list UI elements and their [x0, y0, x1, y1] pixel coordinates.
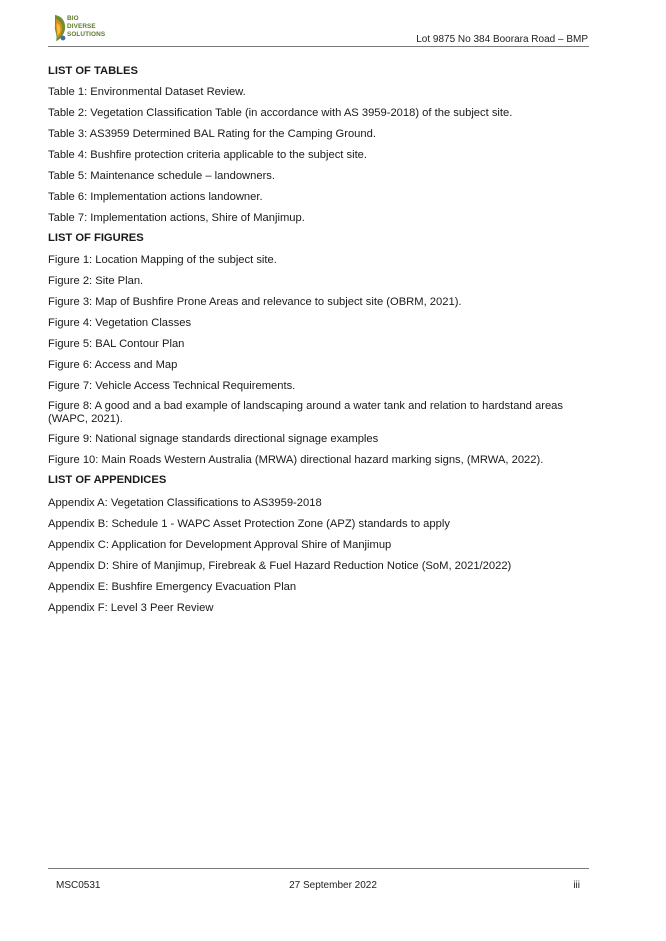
- list-item: Figure 1: Location Mapping of the subject site.: [48, 254, 277, 266]
- footer-divider: [48, 868, 589, 869]
- list-item: Figure 2: Site Plan.: [48, 275, 144, 287]
- tables-list: [48, 85, 578, 225]
- list-item: Figure 5: BAL Contour Plan: [48, 338, 185, 350]
- list-item: Appendix E: Bushfire Emergency Evacuation Plan: [48, 581, 297, 593]
- document-code: MSC0531: [56, 880, 101, 891]
- list-of-figures-heading: LIST OF FIGURES: [48, 232, 144, 244]
- logo-line-2: DIVERSE: [67, 23, 96, 30]
- list-item: Figure 3: Map of Bushfire Prone Areas and relevance to subject site (OBRM, 2021).: [48, 296, 462, 308]
- figures-list: [48, 253, 578, 467]
- list-item: Figure 7: Vehicle Access Technical Requirements.: [48, 380, 296, 392]
- page-header: [0, 0, 666, 48]
- list-item: Figure 4: Vegetation Classes: [48, 317, 192, 329]
- list-item: Figure 10: Main Roads Western Australia (MRWA) directional hazard marking signs, (MRWA, 2022).: [48, 454, 544, 466]
- logo-line-1: BIO: [67, 15, 79, 22]
- list-item: Appendix F: Level 3 Peer Review: [48, 602, 214, 614]
- logo-wordmark: [67, 15, 105, 39]
- list-item: Table 3: AS3959 Determined BAL Rating for the Camping Ground.: [48, 128, 376, 140]
- list-item: Figure 6: Access and Map: [48, 359, 178, 371]
- list-of-appendices-heading: LIST OF APPENDICES: [48, 474, 167, 486]
- document-title: Lot 9875 No 384 Boorara Road – BMP: [416, 34, 588, 45]
- leaf-emblem-icon: [52, 13, 68, 43]
- list-item: Table 7: Implementation actions, Shire of Manjimup.: [48, 212, 305, 224]
- list-item: Appendix B: Schedule 1 - WAPC Asset Protection Zone (APZ) standards to apply: [48, 518, 450, 530]
- list-item: Figure 8: A good and a bad example of landscaping around a water tank and relation to hardstand areas (WAPC, 2021).: [48, 400, 563, 425]
- list-item: Appendix A: Vegetation Classifications to AS3959-2018: [48, 497, 322, 509]
- list-of-tables-heading: LIST OF TABLES: [48, 65, 138, 77]
- appendices-list: [48, 496, 578, 615]
- list-item: Table 1: Environmental Dataset Review.: [48, 86, 246, 98]
- list-item: Table 2: Vegetation Classification Table (in accordance with AS 3959-2018) of the subject site.: [48, 107, 513, 119]
- header-divider: [48, 46, 589, 47]
- list-item: Figure 9: National signage standards directional signage examples: [48, 433, 379, 445]
- page-body: [48, 64, 578, 615]
- list-item: Table 6: Implementation actions landowner.: [48, 191, 263, 203]
- document-date: 27 September 2022: [289, 880, 377, 891]
- list-item: Table 5: Maintenance schedule – landowners.: [48, 170, 276, 182]
- logo-line-3: SOLUTIONS: [67, 31, 106, 38]
- list-item: Appendix D: Shire of Manjimup, Firebreak & Fuel Hazard Reduction Notice (SoM, 2021/2022): [48, 560, 512, 572]
- list-item: Table 4: Bushfire protection criteria applicable to the subject site.: [48, 149, 368, 161]
- list-item: Appendix C: Application for Development Approval Shire of Manjimup: [48, 539, 392, 551]
- company-logo: [52, 13, 122, 43]
- page-number: iii: [573, 880, 580, 891]
